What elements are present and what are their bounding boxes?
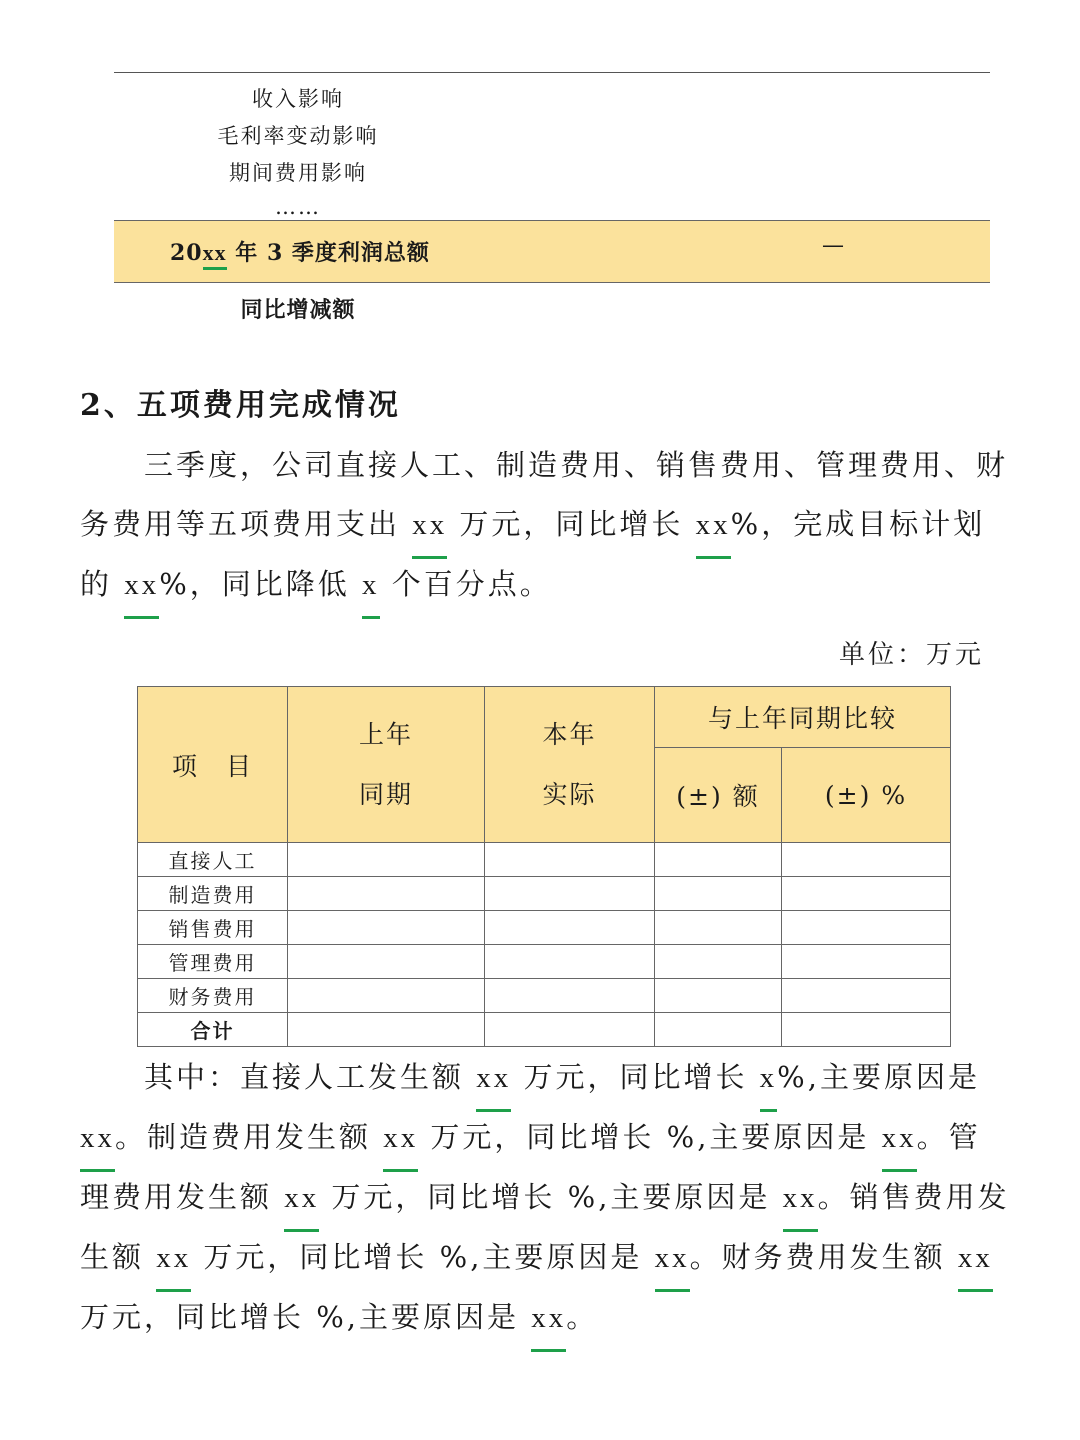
- profit-total-band: [114, 220, 990, 283]
- detail-paragraph: [80, 1048, 1010, 1348]
- table-row: [138, 843, 951, 877]
- yoy-change-label: 同比增减额: [240, 297, 356, 323]
- placeholder-var: xx: [958, 1229, 993, 1288]
- placeholder-var: xx: [383, 1109, 418, 1168]
- expense-table: [137, 686, 951, 1047]
- table-row: [138, 979, 951, 1013]
- placeholder-var: xx: [476, 1049, 511, 1108]
- table-row: [138, 877, 951, 911]
- text-segment: 个百分点。: [379, 567, 552, 601]
- text-segment: %，完成目标计划的: [80, 507, 986, 601]
- header-item: 项 目: [138, 687, 288, 843]
- text-segment: 三季度，公司直接人工、制造费用、销售费用、管理费用、财务费用等五项费用支出: [80, 448, 1009, 541]
- text-segment: 万元，同比增长 %,主要原因是: [418, 1120, 882, 1154]
- top-divider: [114, 72, 990, 73]
- text-segment: 万元，同比增长 %,主要原因是: [319, 1180, 783, 1214]
- text-segment: %，同比降低: [159, 567, 362, 601]
- row-label: 财务费用: [138, 979, 288, 1013]
- table-row-total: [138, 1013, 951, 1047]
- placeholder-var: x: [362, 556, 380, 615]
- text-segment: 其中：直接人工发生额: [80, 1060, 477, 1094]
- placeholder-var: xx: [156, 1229, 191, 1288]
- placeholder-var: xx: [696, 496, 731, 555]
- placeholder-var: xx: [412, 496, 447, 555]
- intro-paragraph: [80, 436, 1010, 615]
- text-segment: %,主要原因是: [777, 1060, 980, 1094]
- header-last-year: 上年 同期: [288, 687, 485, 843]
- text-segment: 万元，同比增长 %,主要原因是: [191, 1240, 655, 1274]
- text-segment: 万元，同比增长 %,主要原因是: [80, 1300, 532, 1334]
- table-row: [138, 945, 951, 979]
- text-segment: 万元，同比增长: [511, 1060, 760, 1094]
- placeholder-var: xx: [783, 1169, 818, 1228]
- placeholder-var: x: [760, 1049, 778, 1108]
- row-label: 管理费用: [138, 945, 288, 979]
- list-item-expense-impact: 期间费用影响: [229, 161, 367, 185]
- header-percent: (±) %: [782, 748, 951, 843]
- row-label: 销售费用: [138, 911, 288, 945]
- row-label: 直接人工: [138, 843, 288, 877]
- profit-total-value: —: [822, 233, 844, 258]
- list-item-income-impact: 收入影响: [252, 87, 344, 111]
- row-label-total: 合计: [138, 1013, 288, 1047]
- placeholder-var: xx: [882, 1109, 917, 1168]
- text-segment: 。管理费用发生额: [80, 1120, 981, 1214]
- row-label: 制造费用: [138, 877, 288, 911]
- unit-label: 单位：万元: [838, 640, 984, 670]
- text-segment: 。制造费用发生额: [115, 1120, 384, 1154]
- text-segment: 万元，同比增长: [447, 507, 696, 541]
- profit-total-title: 20xx 年 3 季度利润总额: [170, 240, 430, 266]
- text-segment: 。销售费用发生额: [80, 1180, 1010, 1274]
- header-amount: (±) 额: [655, 748, 782, 843]
- table-row: [138, 911, 951, 945]
- header-compare: 与上年同期比较: [655, 687, 951, 748]
- placeholder-var: xx: [80, 1109, 115, 1168]
- section-heading: 2、五项费用完成情况: [80, 388, 401, 423]
- header-this-year: 本年 实际: [485, 687, 655, 843]
- placeholder-var: xx: [531, 1289, 566, 1348]
- placeholder-var: xx: [202, 240, 227, 265]
- list-item-ellipsis: ……: [275, 195, 321, 219]
- placeholder-var: xx: [124, 556, 159, 615]
- list-item-margin-impact: 毛利率变动影响: [217, 124, 379, 148]
- text-segment: 。: [566, 1300, 599, 1334]
- placeholder-var: xx: [284, 1169, 319, 1228]
- text-segment: 。财务费用发生额: [689, 1240, 958, 1274]
- placeholder-var: xx: [655, 1229, 690, 1288]
